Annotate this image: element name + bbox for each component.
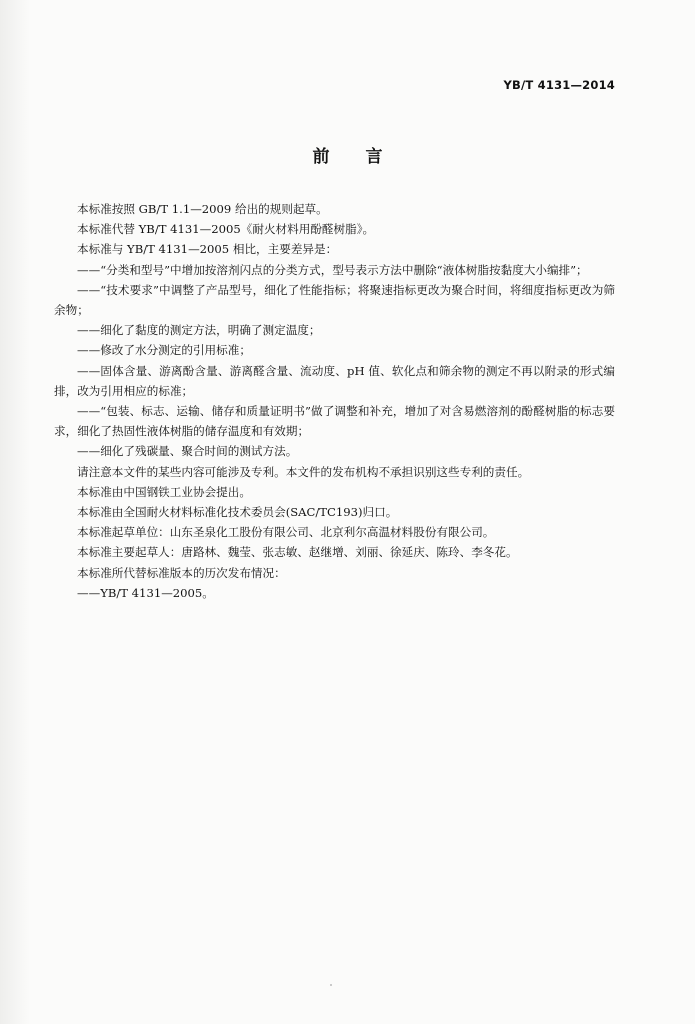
paragraph: ——固体含量、游离酚含量、游离醛含量、流动度、pH 值、软化点和筛余物的测定不再以附录的形式编排，改为引用相应的标准； — [54, 363, 615, 398]
scan-speck — [330, 984, 332, 986]
paragraph: ——细化了残碳量、聚合时间的测试方法。 — [77, 444, 298, 459]
paragraph: ——修改了水分测定的引用标准； — [77, 343, 251, 358]
paragraph: 本标准与 YB/T 4131—2005 相比，主要差异是： — [77, 242, 338, 257]
paragraph: ——YB/T 4131—2005。 — [77, 585, 214, 600]
standard-code: YB/T 4131—2014 — [503, 78, 615, 92]
paragraph: 本标准由中国钢铁工业协会提出。 — [77, 484, 251, 499]
paragraph: 请注意本文件的某些内容可能涉及专利。本文件的发布机构不承担识别这些专利的责任。 — [77, 464, 530, 479]
paragraph: ——“技术要求”中调整了产品型号，细化了性能指标；将聚速指标更改为聚合时间，将细度指标更改为筛余物； — [54, 282, 615, 318]
paragraph: 本标准主要起草人：唐路林、魏莹、张志敏、赵继增、刘丽、徐延庆、陈玲、李冬花。 — [77, 545, 518, 560]
paragraph: 本标准代替 YB/T 4131—2005《耐火材料用酚醛树脂》。 — [77, 222, 375, 237]
paragraph: ——细化了黏度的测定方法，明确了测定温度； — [77, 323, 321, 338]
document-body — [54, 199, 615, 603]
paragraph: 本标准所代替标准版本的历次发布情况： — [77, 565, 286, 580]
paragraph: ——“包装、标志、运输、储存和质量证明书”做了调整和补充，增加了对含易燃溶剂的酚醛树脂的标志要求，细化了热固性液体树脂的储存温度和有效期； — [54, 404, 615, 439]
paragraph: ——“分类和型号”中增加按溶剂闪点的分类方式，型号表示方法中删除“液体树脂按黏度大小编排”； — [77, 262, 588, 277]
page-title: 前言 — [312, 147, 419, 167]
paragraph: 本标准起草单位：山东圣泉化工股份有限公司、北京利尔高温材料股份有限公司。 — [77, 525, 495, 540]
paragraph: 本标准由全国耐火材料标准化技术委员会(SAC/TC193)归口。 — [77, 505, 398, 520]
paragraph: 本标准按照 GB/T 1.1—2009 给出的规则起草。 — [77, 202, 328, 216]
